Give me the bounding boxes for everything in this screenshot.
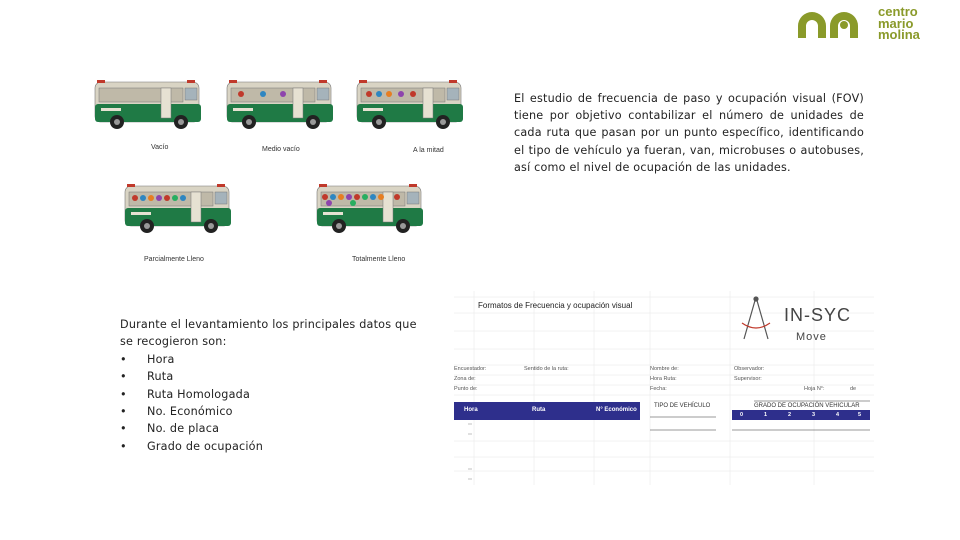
field-sentido: Sentido de la ruta: <box>524 366 569 372</box>
in-syc-brand: IN-SYC <box>784 305 852 325</box>
occupancy-level: 1 <box>764 412 768 418</box>
vehicle-type-header: TIPO DE VEHÍCULO <box>654 403 711 409</box>
field-fecha: Fecha: <box>650 386 667 392</box>
field-observador: Observador: <box>734 366 765 372</box>
fov-form-image <box>454 291 874 485</box>
intro-paragraph: El estudio de frecuencia de paso y ocupación visual (FOV) tiene por objetivo contabilizar el número de unidades de cada ruta que pasan por un punto específico, identificando el tipo de vehículo ya fueran, van, microbuses o autobuses, así como el nivel de ocupación de las unidades. <box>514 92 864 174</box>
list-item: • Hora <box>120 351 430 368</box>
bus-empty <box>88 76 208 132</box>
logo-line-2: mario <box>878 15 914 31</box>
occupancy-level: 2 <box>788 412 792 418</box>
occupancy-level: 4 <box>836 412 840 418</box>
bus-label-full: Totalmente Lleno <box>352 256 406 263</box>
list-intro: Durante el levantamiento los principales datos que se recogieron son: <box>120 318 417 349</box>
header-ruta: Ruta <box>532 407 546 413</box>
bus-full <box>310 180 430 236</box>
logo-line-3: molina <box>878 27 920 42</box>
collected-data-list <box>120 316 430 455</box>
compass-icon <box>742 297 770 339</box>
form-title: Formatos de Frecuencia y ocupación visual <box>478 301 633 310</box>
header-no-economico: N° Económico <box>596 407 637 413</box>
field-zona: Zona de: <box>454 376 476 382</box>
occupancy-header: GRADO DE OCUPACIÓN VEHICULAR <box>754 403 860 409</box>
field-hoja: Hoja N°: <box>804 386 825 392</box>
list-item: • Ruta <box>120 368 430 385</box>
list-item: • Grado de ocupación <box>120 438 430 455</box>
field-nombre: Nombre de: <box>650 366 679 372</box>
bus-label-partially-full: Parcialmente Lleno <box>144 256 204 263</box>
list-item: • No. de placa <box>120 420 430 437</box>
list-item: • Ruta Homologada <box>120 386 430 403</box>
field-de: de <box>850 386 857 392</box>
bus-label-half-empty: Medio vacío <box>262 146 300 153</box>
occupancy-level: 5 <box>858 412 862 418</box>
logo-wordmark <box>878 6 920 41</box>
field-encuestador: Encuestador: <box>454 366 487 372</box>
bus-label-half: A la mitad <box>413 147 444 154</box>
field-hora-ruta: Hora Ruta: <box>650 376 677 382</box>
bus-half <box>350 76 470 132</box>
occupancy-header-bar <box>732 410 870 420</box>
occupancy-level: 0 <box>740 412 744 418</box>
list-item: • No. Económico <box>120 403 430 420</box>
header-hora: Hora <box>464 407 478 413</box>
bus-partially-full <box>118 180 238 236</box>
field-punto: Punto de: <box>454 386 478 392</box>
field-supervisor: Supervisor: <box>734 376 762 382</box>
in-syc-move: Move <box>796 331 827 343</box>
bus-label-empty: Vacío <box>151 144 169 151</box>
bus-half-empty <box>220 76 340 132</box>
logo-line-1: centro <box>878 4 918 19</box>
occupancy-level: 3 <box>812 412 816 418</box>
